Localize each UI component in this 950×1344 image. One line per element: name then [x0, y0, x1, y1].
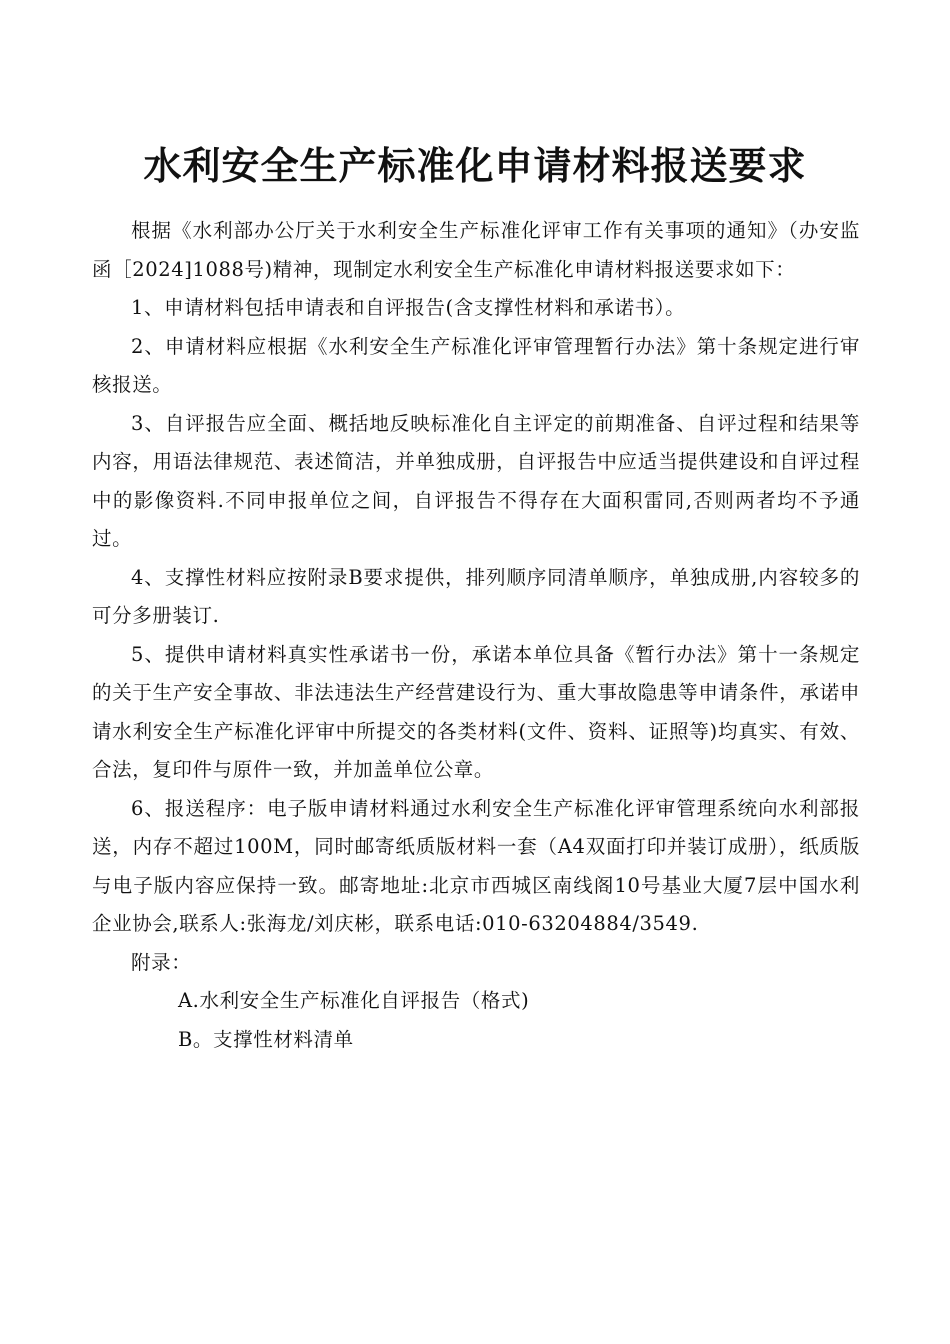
- requirement-item-6: 6、报送程序：电子版申请材料通过水利安全生产标准化评审管理系统向水利部报送，内存不超过100M，同时邮寄纸质版材料一套（A4双面打印并装订成册），纸质版与电子版内容应保持一致。邮寄地址:北京市西城区南线阁10号基业大厦7层中国水利企业协会,联系人:张海龙/刘庆彬，联系电话:010-63204884/3549.: [92, 796, 860, 935]
- appendix-item-a: A.水利安全生产标准化自评报告（格式): [178, 989, 530, 1012]
- requirement-item-2: 2、申请材料应根据《水利安全生产标准化评审管理暂行办法》第十条规定进行审核报送。: [92, 334, 860, 396]
- appendix-item-b: B。支撑性材料清单: [178, 1027, 354, 1051]
- requirement-item-4: 4、支撑性材料应按附录B要求提供，排列顺序同清单顺序，单独成册,内容较多的可分多册装订.: [92, 565, 860, 627]
- requirement-item-3: 3、自评报告应全面、概括地反映标准化自主评定的前期准备、自评过程和结果等内容，用语法律规范、表述简洁，并单独成册，自评报告中应适当提供建设和自评过程中的影像资料.不同申报单位之间，自评报告不得存在大面积雷同,否则两者均不予通过。: [92, 411, 860, 550]
- intro-paragraph: 根据《水利部办公厅关于水利安全生产标准化评审工作有关事项的通知》（办安监函［2024]1088号)精神，现制定水利安全生产标准化申请材料报送要求如下：: [92, 219, 860, 281]
- requirement-item-5: 5、提供申请材料真实性承诺书一份，承诺本单位具备《暂行办法》第十一条规定的关于生产安全事故、非法违法生产经营建设行为、重大事故隐患等申请条件，承诺申请水利安全生产标准化评审中所提交的各类材料(文件、资料、证照等)均真实、有效、合法，复印件与原件一致，并加盖单位公章。: [92, 642, 860, 781]
- document-title: 水利安全生产标准化申请材料报送要求: [143, 144, 807, 188]
- appendix-list: [92, 982, 860, 1059]
- requirement-item-1: 1、申请材料包括申请表和自评报告(含支撑性材料和承诺书）。: [131, 296, 686, 319]
- appendix-label: 附录：: [131, 950, 192, 974]
- document-body: [92, 212, 860, 1059]
